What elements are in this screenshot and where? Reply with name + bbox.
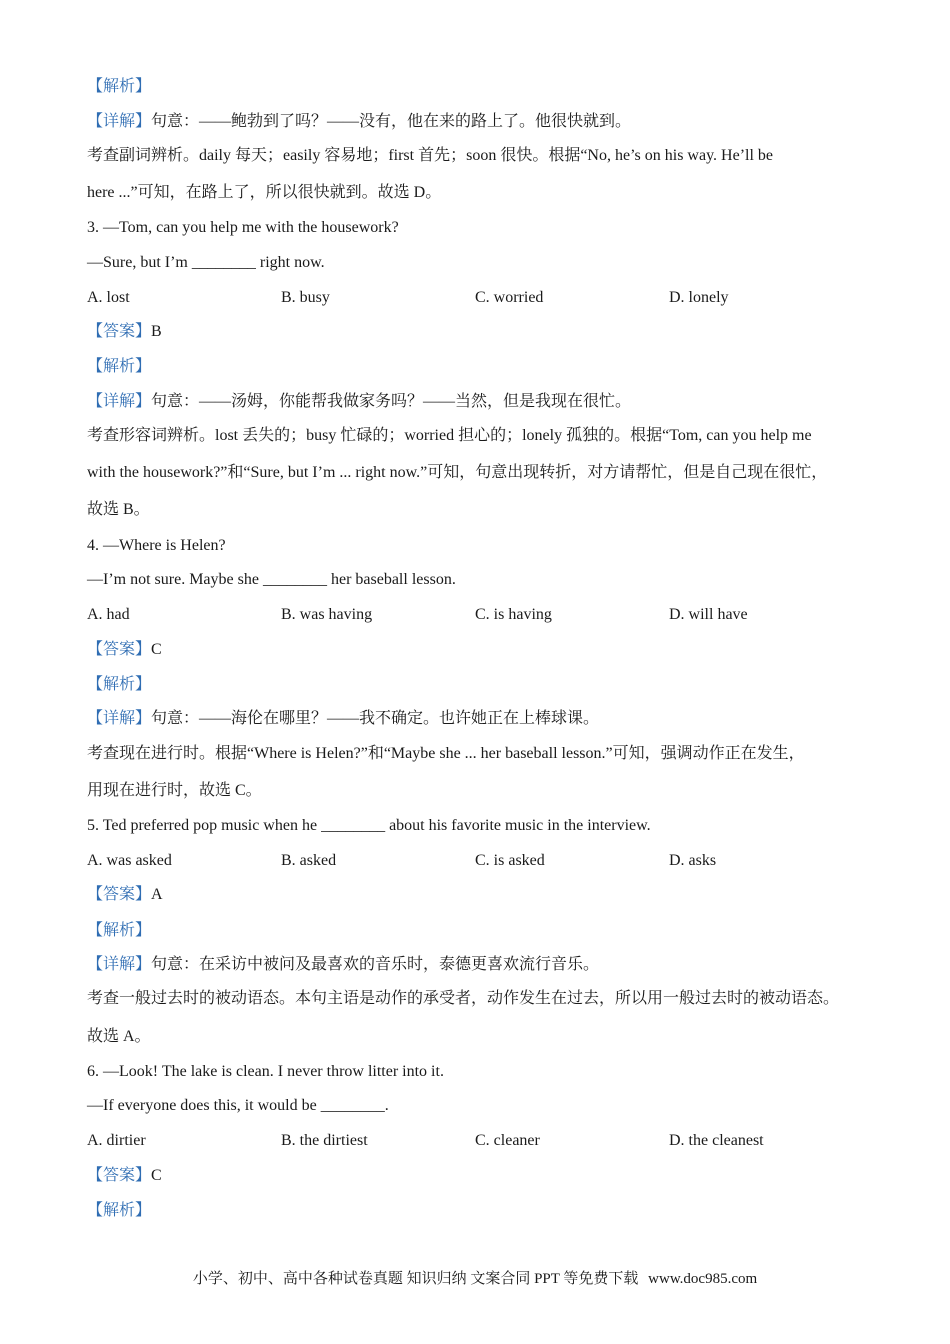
option-a: A. dirtier: [87, 1132, 146, 1149]
detail-text: 句意：——海伦在哪里？——我不确定。也许她正在上棒球课。: [151, 710, 600, 727]
answer-line: [87, 1166, 162, 1186]
detail-line: [87, 955, 599, 975]
option-a: A. had: [87, 606, 130, 623]
answer-tag: 【答案】: [87, 886, 152, 903]
option-a: A. was asked: [87, 852, 172, 869]
detail-text: 句意：——汤姆，你能帮我做家务吗？——当然，但是我现在很忙。: [151, 393, 632, 410]
explanation-line: 考查现在进行时。根据“Where is Helen?”和“Maybe she ... her baseball lesson.”可知，强调动作正在发生，: [87, 745, 805, 762]
question-3-response: —Sure, but I’m ________ right now.: [87, 254, 325, 271]
option-c: C. is asked: [475, 852, 545, 869]
detail-line: [87, 709, 599, 729]
analysis-tag: 【解析】: [87, 922, 152, 939]
answer-tag: 【答案】: [87, 1167, 152, 1184]
explanation-line: 考查一般过去时的被动语态。本句主语是动作的承受者，动作发生在过去，所以用一般过去时的被动语态。: [87, 990, 840, 1007]
answer-value: B: [151, 323, 162, 340]
detail-tag: 【详解】: [87, 710, 152, 727]
explanation-line: here ...”可知，在路上了，所以很快就到。故选 D。: [87, 184, 442, 201]
footer-promo-text: 小学、初中、高中各种试卷真题 知识归纳 文案合同 PPT 等免费下载: [192, 1271, 639, 1287]
answer-value: C: [151, 641, 162, 658]
option-b: B. busy: [281, 289, 330, 306]
analysis-tag: 【解析】: [87, 1202, 152, 1219]
detail-tag: 【详解】: [87, 113, 152, 130]
footer-website-link[interactable]: www.doc985.com: [648, 1271, 758, 1287]
analysis-tag: 【解析】: [87, 676, 152, 693]
question-3-stem: 3. —Tom, can you help me with the housework?: [87, 219, 399, 236]
explanation-line: 用现在进行时，故选 C。: [87, 782, 262, 799]
option-b: B. asked: [281, 852, 337, 869]
option-c: C. is having: [475, 606, 552, 623]
analysis-tag: 【解析】: [87, 78, 152, 95]
answer-line: [87, 640, 162, 660]
answer-line: [87, 322, 162, 342]
explanation-line: 故选 B。: [87, 501, 150, 518]
question-6-response: —If everyone does this, it would be ________.: [87, 1097, 389, 1114]
question-5-stem: 5. Ted preferred pop music when he ________ about his favorite music in the interview.: [87, 817, 651, 834]
option-b: B. was having: [281, 606, 373, 623]
option-c: C. cleaner: [475, 1132, 540, 1149]
detail-tag: 【详解】: [87, 393, 152, 410]
page-footer: [0, 1269, 950, 1289]
analysis-tag: 【解析】: [87, 358, 152, 375]
question-4-stem: 4. —Where is Helen?: [87, 537, 226, 554]
detail-tag: 【详解】: [87, 956, 152, 973]
option-c: C. worried: [475, 289, 544, 306]
option-d: D. the cleanest: [669, 1132, 764, 1149]
detail-line: [87, 392, 631, 412]
answer-value: A: [151, 886, 163, 903]
option-d: D. lonely: [669, 289, 729, 306]
option-d: D. will have: [669, 606, 748, 623]
explanation-line: 考查形容词辨析。lost 丢失的；busy 忙碌的；worried 担心的；lonely 孤独的。根据“Tom, can you help me: [87, 427, 812, 444]
question-6-stem: 6. —Look! The lake is clean. I never throw litter into it.: [87, 1063, 444, 1080]
answer-tag: 【答案】: [87, 323, 152, 340]
answer-tag: 【答案】: [87, 641, 152, 658]
option-a: A. lost: [87, 289, 130, 306]
explanation-line: with the housework?”和“Sure, but I’m ... right now.”可知，句意出现转折，对方请帮忙，但是自己现在很忙，: [87, 464, 828, 481]
detail-text: 句意：在采访中被问及最喜欢的音乐时，泰德更喜欢流行音乐。: [151, 956, 600, 973]
explanation-line: 考查副词辨析。daily 每天；easily 容易地；first 首先；soon 很快。根据“No, he’s on his way. He’ll be: [87, 147, 774, 164]
explanation-line: 故选 A。: [87, 1028, 151, 1045]
question-4-response: —I’m not sure. Maybe she ________ her baseball lesson.: [87, 571, 456, 588]
answer-line: [87, 885, 163, 905]
detail-line: [87, 112, 631, 132]
option-b: B. the dirtiest: [281, 1132, 368, 1149]
detail-text: 句意：——鲍勃到了吗？——没有，他在来的路上了。他很快就到。: [151, 113, 632, 130]
option-d: D. asks: [669, 852, 717, 869]
answer-value: C: [151, 1167, 162, 1184]
